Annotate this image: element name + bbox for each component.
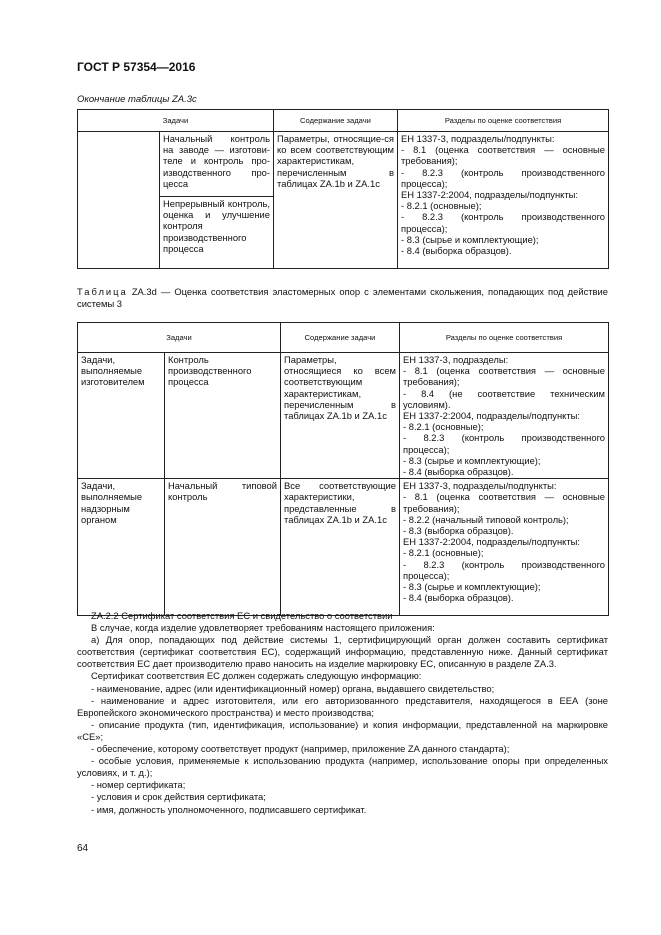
cell-line: - 8.2.1 (основные); (401, 200, 482, 212)
paragraph: - описание продукта (тип, идентификация, использование) и копия информации, представленной на маркировке «СЕ»; (77, 718, 608, 742)
paragraph: В случае, когда изделие удовлетворяет требованиям настоящего приложения: (91, 622, 435, 634)
cell-line: Начальный контроль (163, 133, 270, 144)
paragraph: - имя, должность уполномоченного, подписавшего сертификат. (91, 803, 367, 815)
cell-line: - 8.1 (оценка соответствия — основные требования); (401, 144, 605, 167)
cell-line: - 8.1 (оценка соответствия — основные требования); (403, 365, 605, 388)
col-header-sections: Разделы по оценке соответствия (400, 323, 609, 353)
caption-prefix: Таблица (77, 286, 128, 297)
cell-line: - 8.2.3 (контроль производственного процесса); (401, 166, 605, 189)
table-cell: Задачи, выполняемые изготовителем (78, 353, 165, 479)
paragraph: Сертификат соответствия ЕС должен содержать следующую информацию: (91, 670, 422, 682)
cell-line: - 8.2.3 (контроль производственного процесса); (401, 211, 605, 234)
table-cell: Непрерывный контроль, оценка и улучшение контроля производственного процесса (160, 197, 274, 269)
table-cell (398, 132, 609, 269)
table-cell: Параметры, относящие-ся ко всем соответствующим характеристикам, перечисленным в таблицах ZA.1b и ZA.1c (274, 132, 398, 269)
page-number: 64 (77, 843, 89, 854)
table-cell: Параметры, относящиеся ко всем соответствующим характеристикам, перечисленным в таблицах ZA.1b и ZA.1c (281, 353, 400, 479)
col-header-content: Содержание задачи (274, 110, 398, 132)
cell-line: ЕН 1337-2:2004, подразделы/подпункты: (403, 536, 580, 548)
cell-line: ЕН 1337-2:2004, подразделы/подпункты: (403, 410, 580, 422)
cell-line: ЕН 1337-3, подразделы: (403, 354, 509, 365)
cell-line: теле и контроль про- (163, 155, 270, 167)
paragraph: - условия и срок действия сертификата; (91, 791, 266, 803)
cell-line: ЕН 1337-3, подразделы/подпункты: (401, 133, 555, 144)
table-za3c (77, 109, 609, 269)
table-cell (78, 132, 160, 269)
cell-line: - 8.4 (выборка образцов). (401, 245, 512, 257)
body-text (77, 610, 608, 816)
col-header-content: Содержание задачи (281, 323, 400, 353)
paragraph: - наименование, адрес (или идентификационный номер) органа, выдавшего свидетельство; (91, 682, 495, 694)
paragraph: - номер сертификата; (91, 779, 186, 791)
cell-line: - 8.2.3 (контроль производственного процесса); (403, 432, 605, 455)
cell-line: цесса (163, 177, 189, 189)
cell-line: - 8.4 (выборка образцов). (403, 466, 514, 478)
cell-line: - 8.2.1 (основные); (403, 421, 484, 433)
cell-line: - 8.4 (выборка образцов). (403, 592, 514, 604)
cell-line: - 8.2.3 (контроль производственного процесса); (403, 558, 605, 581)
cell-line: - 8.2.1 (основные); (403, 547, 484, 559)
col-header-sections: Разделы по оценке соответствия (398, 110, 609, 132)
paragraph: - обеспечение, которому соответствует продукт (например, приложение ZA данного стандарта); (91, 743, 510, 755)
cell-line: ЕН 1337-2:2004, подразделы/подпункты: (401, 189, 578, 201)
table1-caption: Окончание таблицы ZA.3c (77, 94, 197, 105)
cell-line: изводственного про- (163, 166, 270, 178)
table-cell: Все соответствующие характеристики, представленные в таблицах ZA.1b и ZA.1c (281, 479, 400, 616)
table-cell: Контроль производственного процесса (165, 353, 281, 479)
cell-line: - 8.1 (оценка соответствия — основные требования); (403, 491, 605, 514)
cell-line: - 8.4 (не соответствие техническим условиям). (403, 387, 605, 410)
table-cell: Задачи, выполняемые надзорным органом (78, 479, 165, 616)
cell-line: - 8.2.2 (начальный типовой контроль); (403, 513, 569, 525)
col-header-tasks: Задачи (78, 323, 281, 353)
table-cell (160, 132, 274, 197)
table-za3d (77, 322, 609, 616)
paragraph: - наименование и адрес изготовителя, или его авторизованного представителя, находящегося в ЕЕА (зоне Европейского экономического пространства) и место производства; (77, 694, 608, 718)
table-cell: Начальный типовой контроль (165, 479, 281, 616)
paragraph: ZA.2.2 Сертификат соответствия ЕС и свидетельство о соответствии (91, 610, 393, 621)
table-cell (400, 353, 609, 479)
cell-line: - 8.3 (сырье и комплектующие); (401, 233, 539, 245)
col-header-tasks: Задачи (78, 110, 274, 132)
cell-line: - 8.3 (сырье и комплектующие); (403, 581, 541, 593)
standard-number: ГОСТ Р 57354—2016 (77, 60, 196, 74)
table2-caption (77, 286, 608, 310)
cell-line: - 8.3 (выборка образцов). (403, 525, 514, 537)
cell-line: ЕН 1337-3, подразделы/подпункты: (403, 480, 557, 492)
table-cell (400, 479, 609, 616)
paragraph: - особые условия, применяемые к использованию продукта (например, использование опоры при определенных условиях, и т. д.); (77, 755, 608, 779)
caption-text: ZA.3d — Оценка соответствия эластомерных опор с элементами скольжения, попадающих под действие системы 3 (77, 286, 608, 309)
paragraph: а) Для опор, попадающих под действие системы 1, сертифицирующий орган должен составить сертификат соответствия (сертификат соответствия ЕС), содержащий информацию, представленную ниже. Данный сертификат соответствия ЕС дает производителю право наносить на изделие маркировку ЕС, описанную в разделе ZA.3. (77, 634, 608, 670)
cell-line: на заводе — изготови- (163, 144, 270, 156)
cell-line: - 8.3 (сырье и комплектующие); (403, 454, 541, 466)
